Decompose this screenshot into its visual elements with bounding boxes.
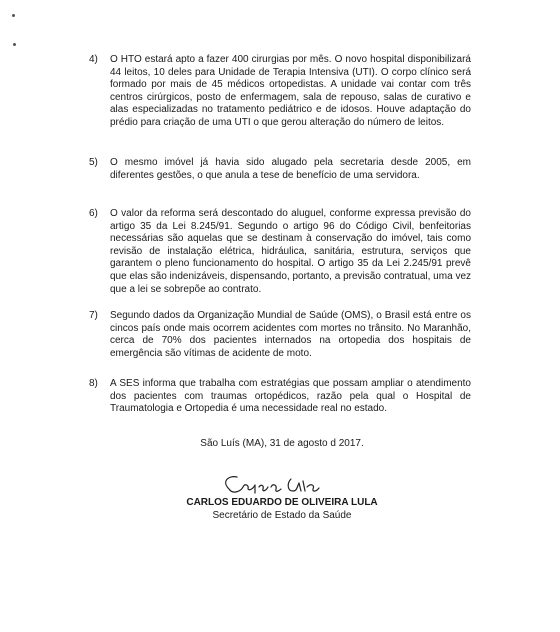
item-number: 4)	[89, 54, 98, 65]
signer-title: Secretário de Estado da Saúde	[212, 510, 352, 521]
place-date: São Luís (MA), 31 de agosto d 2017.	[200, 438, 364, 449]
item-text: Segundo dados da Organização Mundial de Saúde (OMS), o Brasil está entre os cincos país onde mais ocorrem acidentes com mortes no trânsito. No Maranhão, cerca de 70% dos pacientes internados na ortopedia dos hospitais de emergência são vítimas de acidente de moto.	[110, 310, 471, 359]
item-number: 8)	[89, 378, 98, 389]
item-number: 7)	[89, 310, 98, 321]
item-number: 5)	[89, 157, 98, 168]
list-item-6	[89, 208, 471, 296]
item-text: O valor da reforma será descontado do aluguel, conforme expressa previsão do artigo 35 da Lei 8.245/91. Segundo o artigo 96 do Código Civil, benfeitorias necessárias são aquelas que se destinam à conservação do imóvel, tais como revisão de instalação elétrica, hidráulica, sanitária, estrutura, serviços que garantem o pleno funcionamento do hospital. O artigo 35 da Lei 2.245/91 prevê que elas são indenizáveis, dispensando, portanto, a previsão contratual, uma vez que a lei se sobrepõe ao contrato.	[110, 208, 471, 295]
handwritten-signature	[215, 471, 335, 499]
item-text: A SES informa que trabalha com estratégias que possam ampliar o atendimento dos pacientes com traumas ortopédicos, razão pela qual o Hospital de Traumatologia e Ortopedia é uma necessidade real no estado.	[110, 378, 471, 415]
item-text: O mesmo imóvel já havia sido alugado pela secretaria desde 2005, em diferentes gestões, o que anula a tese de benefício de uma servidora.	[110, 157, 471, 181]
scan-mark	[12, 14, 15, 17]
list-item-4	[89, 54, 471, 130]
list-item-7	[89, 310, 471, 360]
list-item-5	[89, 157, 471, 182]
signer-name: CARLOS EDUARDO DE OLIVEIRA LULA	[186, 497, 378, 508]
scan-mark	[13, 43, 16, 46]
item-number: 6)	[89, 208, 98, 219]
list-item-8	[89, 378, 471, 416]
item-text: O HTO estará apto a fazer 400 cirurgias por mês. O novo hospital disponibilizará 44 leitos, 10 deles para Unidade de Terapia Intensiva (UTI). O corpo clínico será formado por mais de 45 médicos ortopedistas. A unidade vai contar com três centros cirúrgicos, posto de enfermagem, sala de repouso, salas de curativo e alas especializadas no tratamento pediátrico e de idosos. Houve adaptação do prédio para criação de uma UTI o que gerou alteração do número de leitos.	[110, 54, 471, 128]
